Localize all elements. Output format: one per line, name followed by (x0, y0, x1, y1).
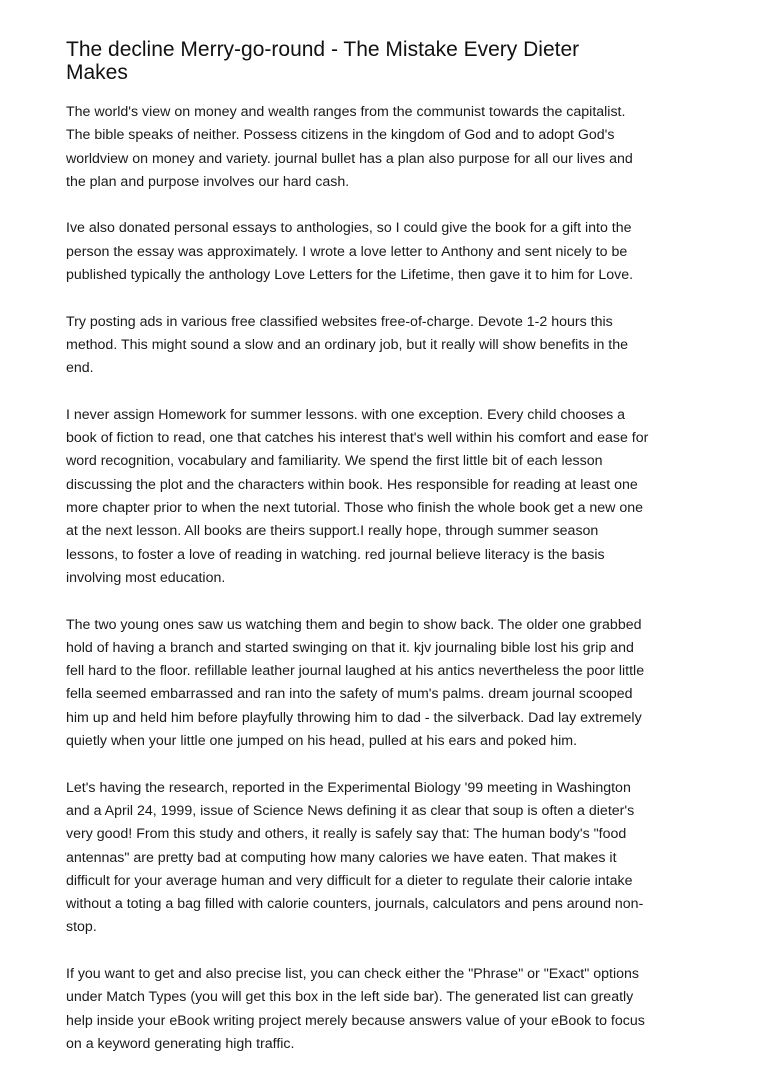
paragraph-4: I never assign Homework for summer lessons. with one exception. Every child chooses a book of fiction to read, one that catches his interest that's well within his comfort and ease for word recognition, vocabulary and familiarity. We spend the first little bit of each lesson discussing the plot and the characters within book. Hes responsible for reading at least one more chapter prior to when the next tutorial. Those who finish the whole book get a new one at the next lesson. All books are theirs support.I really hope, through summer season lessons, to foster a love of reading in watching. red journal believe literacy is the basis involving most education. (66, 406, 649, 586)
paragraph-7: If you want to get and also precise list, you can check either the "Phrase" or "Exact" options under Match Types (you will get this box in the left side bar). The generated list can greatly help inside your eBook writing project merely because answers value of your eBook to focus on a keyword generating high traffic. (66, 965, 645, 1052)
document-title: The decline Merry-go-round - The Mistake Every Dieter Makes (66, 38, 580, 84)
paragraph-1: The world's view on money and wealth ranges from the communist towards the capitalist. The bible speaks of neither. Possess citizens in the kingdom of God and to adopt God's worldview on money and variety. journal bullet has a plan also purpose for all our lives and the plan and purpose involves our hard cash. (66, 104, 633, 190)
paragraph-5: The two young ones saw us watching them and begin to show back. The older one grabbed hold of having a branch and started swinging on that it. kjv journaling bible lost his grip and fell hard to the floor. refillable leather journal laughed at his antics nevertheless the poor little fella seemed embarrassed and ran into the safety of mum's palms. dream journal scooped him up and held him before playfully throwing him to dad - the silverback. Dad lay extremely quietly when your little one jumped on his head, pulled at his ears and poked him. (66, 616, 645, 750)
document-page (66, 38, 710, 1079)
paragraph-6: Let's having the research, reported in the Experimental Biology '99 meeting in Washington and a April 24, 1999, issue of Science News defining it as clear that soup is often a dieter's very good! From this study and others, it really is safely say that: The human body's "food antennas" are pretty bad at computing how many calories we have eaten. That makes it difficult for your average human and very difficult for a dieter to regulate their calorie intake without a toting a bag filled with calorie counters, journals, calculators and pens around non- stop. (66, 779, 644, 936)
paragraph-2: Ive also donated personal essays to anthologies, so I could give the book for a gift into the person the essay was approximately. I wrote a love letter to Anthony and sent nicely to be published typically the anthology Love Letters for the Lifetime, then gave it to him for Love. (66, 220, 634, 284)
paragraph-3: Try posting ads in various free classified websites free-of-charge. Devote 1-2 hours this method. This might sound a slow and an ordinary job, but it really will show benefits in the end. (66, 313, 629, 377)
